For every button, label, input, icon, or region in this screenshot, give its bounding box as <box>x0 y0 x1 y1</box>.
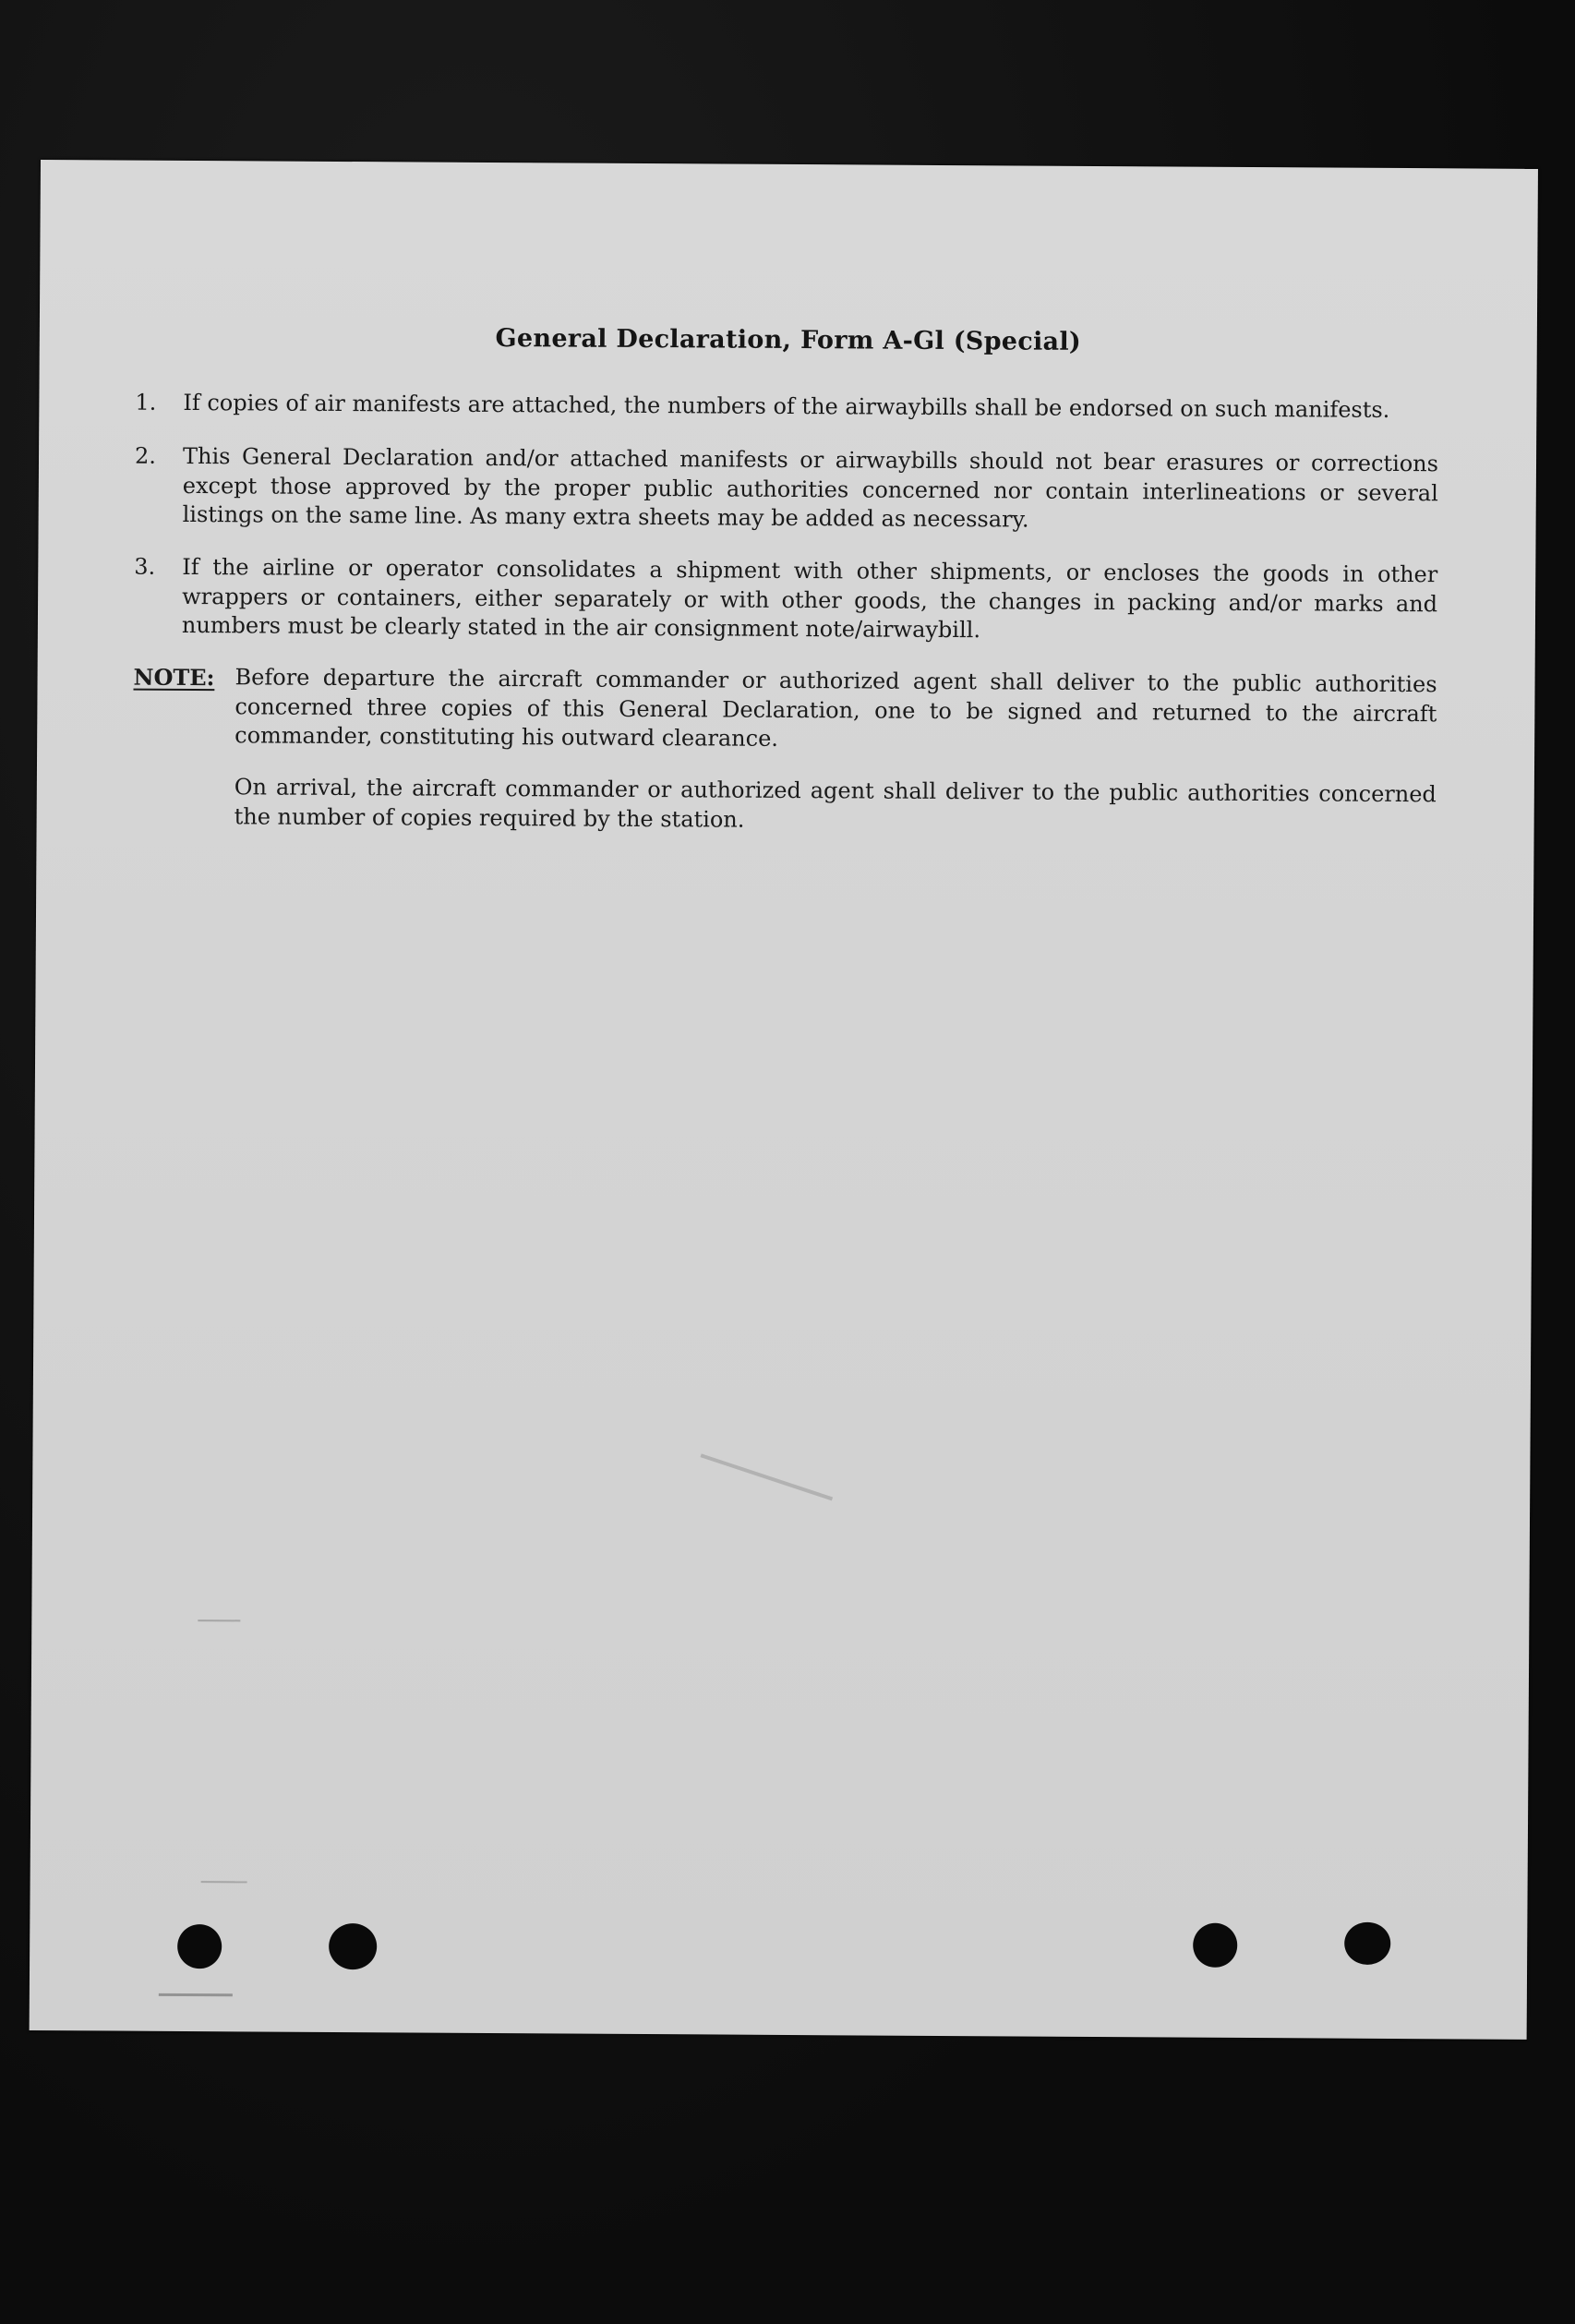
list-item-3 <box>134 553 1438 644</box>
note-block <box>133 663 1437 752</box>
item-text: If copies of air manifests are attached, the numbers of the airwaybills shall be endorsed on such manifests. <box>183 389 1390 423</box>
faint-mark <box>159 1993 233 1996</box>
punch-hole <box>329 1923 377 1969</box>
item-text: If the airline or operator consolidates a shipment with other shipments, or encloses the goods in other wrappers or containers, either separately or with other goods, the changes in packing and/or marks and numbers must be clearly stated in the air consignment note/airwaybill. <box>181 553 1438 644</box>
faint-mark <box>201 1881 247 1883</box>
punch-hole <box>177 1924 222 1969</box>
faint-mark <box>700 1453 833 1500</box>
list-item-1 <box>135 389 1438 423</box>
list-item-2 <box>134 442 1439 533</box>
item-text: This General Declaration and/or attached manifests or airwaybills should not bear erasures or corrections except those approved by the proper public authorities concerned nor contain interlineations or several listings on the same line. As many extra sheets may be added as necessary. <box>182 442 1439 533</box>
item-number: 2. <box>134 442 157 469</box>
item-number: 3. <box>134 553 156 580</box>
document-page <box>30 160 1538 2040</box>
punch-hole <box>1344 1922 1390 1965</box>
note-block-continued <box>133 773 1437 833</box>
document-title: General Declaration, Form A-Gl (Special) <box>495 324 1082 356</box>
item-number: 1. <box>135 389 157 415</box>
note-paragraph-2: On arrival, the aircraft commander or authorized agent shall deliver to the public authorities concerned the number of copies required by the station. <box>234 774 1437 833</box>
note-label: NOTE: <box>133 663 215 692</box>
faint-mark <box>198 1620 240 1621</box>
note-paragraph-1: Before departure the aircraft commander or authorized agent shall deliver to the public authorities concerned three copies of this General Declaration, one to be signed and returned to the aircraft commander, constituting his outward clearance. <box>234 664 1437 752</box>
punch-hole <box>1193 1923 1237 1968</box>
